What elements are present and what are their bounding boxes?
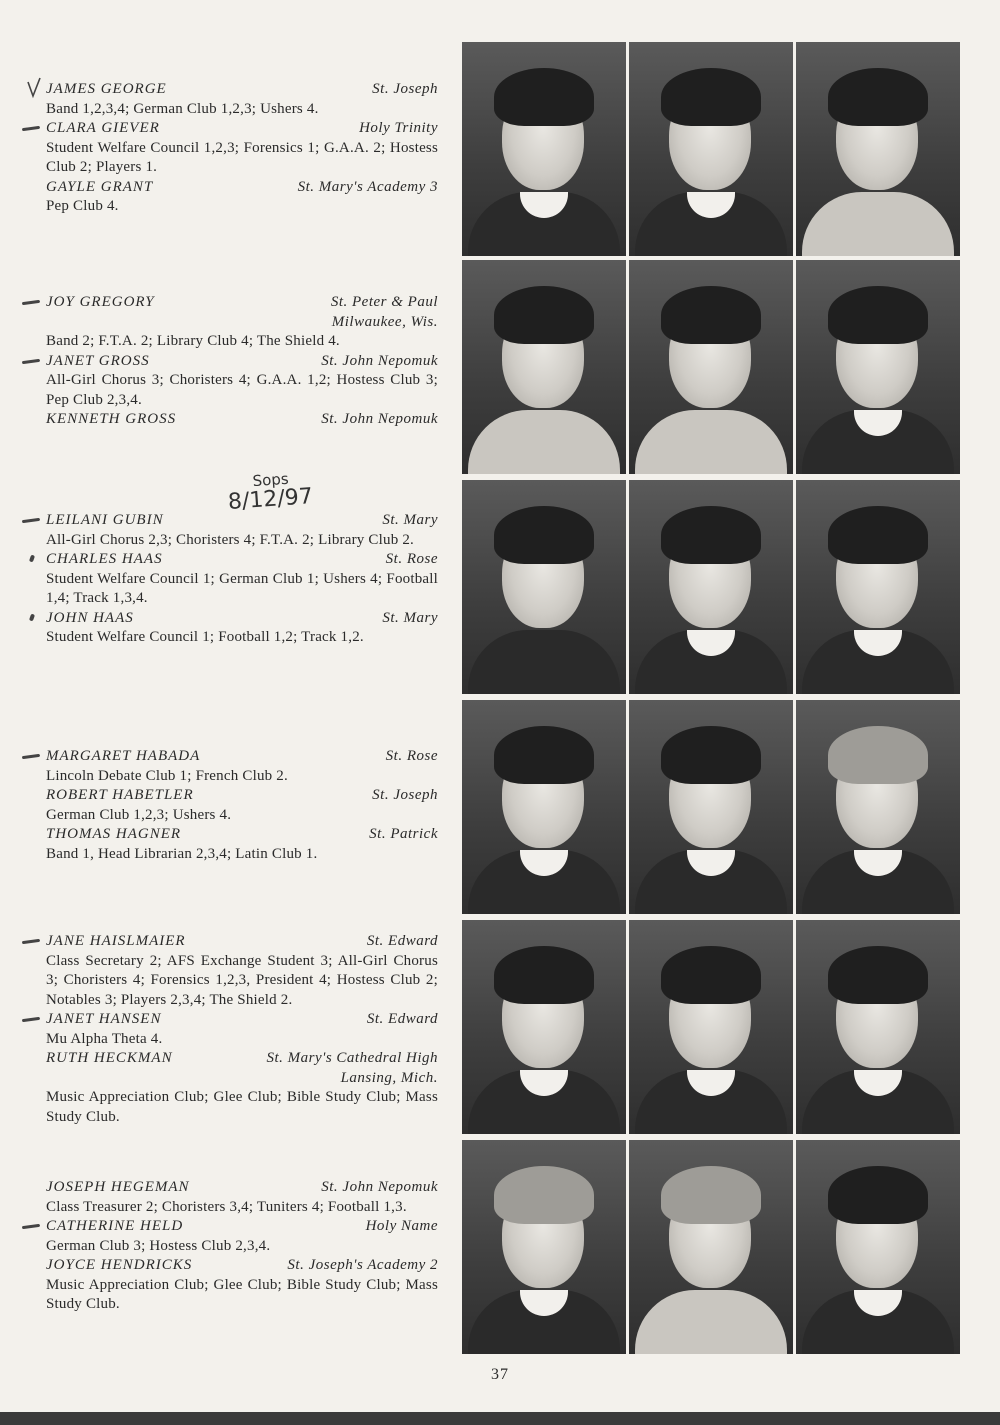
- portrait-thomas-hagner: [796, 700, 960, 914]
- entry-robert-habetler: [28, 786, 438, 825]
- entry-group-5: [28, 932, 438, 1127]
- student-school: St. John Nepomuk: [321, 352, 438, 369]
- pen-mark-icon: [22, 939, 40, 944]
- entry-gayle-grant: [28, 178, 438, 217]
- portrait-james-george: [462, 42, 626, 256]
- pen-mark-icon: [22, 358, 40, 363]
- student-name: RUTH HECKMAN: [46, 1050, 173, 1066]
- portrait-margaret-habada: [462, 700, 626, 914]
- pen-mark-icon: [22, 1017, 40, 1022]
- entry-james-george: [28, 80, 438, 119]
- pen-mark-icon: [22, 126, 40, 131]
- student-name: JANET GROSS: [46, 352, 150, 369]
- entry-john-haas: [28, 609, 438, 648]
- entry-margaret-habada: [28, 747, 438, 786]
- student-activities: Music Appreciation Club; Glee Club; Bible Study Club; Mass Study Club.: [46, 1276, 438, 1312]
- student-school: St. Edward: [366, 933, 438, 949]
- student-name: JOYCE HENDRICKS: [46, 1257, 193, 1273]
- entry-group-3: [28, 469, 438, 648]
- student-school-location: Milwaukee, Wis.: [331, 313, 438, 330]
- entry-kenneth-gross: [28, 410, 438, 430]
- handwritten-initials: Sops: [252, 469, 290, 491]
- entry-ruth-heckman: [28, 1049, 438, 1127]
- portrait-janet-hansen: [629, 920, 793, 1134]
- student-activities: All-Girl Chorus 2,3; Choristers 4; F.T.A. 2; Library Club 2.: [46, 531, 415, 548]
- student-activities: Mu Alpha Theta 4.: [46, 1030, 163, 1047]
- student-activities: Lincoln Debate Club 1; French Club 2.: [46, 767, 288, 784]
- student-school: St. John Nepomuk: [321, 1179, 438, 1195]
- student-name: JOHN HAAS: [46, 609, 134, 626]
- scan-edge: [0, 1412, 1000, 1425]
- student-activities: Student Welfare Council 1; German Club 1; Ushers 4; Football 1,4; Track 1,3,4.: [46, 570, 438, 606]
- student-school: St. Joseph: [372, 81, 438, 97]
- student-school: St. Patrick: [369, 826, 438, 842]
- portrait-catherine-held: [629, 1140, 793, 1354]
- entry-charles-haas: [28, 550, 438, 609]
- student-activities: Class Treasurer 2; Choristers 3,4; Tuniters 4; Football 1,3.: [46, 1198, 407, 1215]
- entry-jane-haislmaier: [28, 932, 438, 1010]
- entry-joseph-hegeman: [28, 1178, 438, 1217]
- student-name: CLARA GIEVER: [46, 120, 160, 136]
- portrait-robert-habetler: [629, 700, 793, 914]
- student-school: St. Mary's Cathedral High: [266, 1050, 438, 1066]
- pen-mark-icon: [22, 1224, 40, 1229]
- portrait-joy-gregory: [462, 260, 626, 474]
- entry-group-4: [28, 747, 438, 864]
- student-name: JANET HANSEN: [46, 1011, 162, 1027]
- handwritten-date-annotation: Sops 8/12/97: [227, 469, 314, 515]
- portrait-joseph-hegeman: [462, 1140, 626, 1354]
- entry-group-2: [28, 293, 438, 430]
- student-activities: German Club 1,2,3; Ushers 4.: [46, 806, 232, 823]
- portrait-john-haas: [796, 480, 960, 694]
- student-school: Holy Trinity: [359, 120, 438, 136]
- portrait-janet-gross: [629, 260, 793, 474]
- entry-group-6: [28, 1178, 438, 1315]
- entry-joyce-hendricks: [28, 1256, 438, 1315]
- entry-janet-gross: [28, 352, 438, 411]
- student-activities: Student Welfare Council 1,2,3; Forensics 1; G.A.A. 2; Hostess Club 2; Players 1.: [46, 139, 438, 175]
- page-number: 37: [491, 1366, 509, 1383]
- student-school-location: Lansing, Mich.: [340, 1069, 438, 1086]
- student-activities: Class Secretary 2; AFS Exchange Student 3; All-Girl Chorus 3; Choristers 4; Forensics 1,2,3, President 4; Hostess Club 2; Notables 3; Players 2,3,4; The Shield 2.: [46, 952, 438, 1008]
- entry-catherine-held: [28, 1217, 438, 1256]
- student-school: St. Mary: [382, 512, 438, 528]
- student-activities: Band 1, Head Librarian 2,3,4; Latin Club 1.: [46, 845, 318, 862]
- student-school: Holy Name: [365, 1218, 438, 1234]
- pen-mark-icon: [29, 555, 35, 563]
- student-school: St. Edward: [366, 1011, 438, 1027]
- portrait-kenneth-gross: [796, 260, 960, 474]
- student-school: St. Joseph: [372, 787, 438, 803]
- student-name: JOSEPH HEGEMAN: [46, 1179, 190, 1195]
- entry-clara-giever: [28, 119, 438, 178]
- student-activities: Music Appreciation Club; Glee Club; Bible Study Club; Mass Study Club.: [46, 1089, 438, 1125]
- portrait-leilani-gubin: [462, 480, 626, 694]
- pen-mark-icon: [29, 613, 35, 621]
- pen-mark-icon: [22, 754, 40, 759]
- student-school: St. Mary's Academy 3: [297, 178, 438, 195]
- student-name: ROBERT HABETLER: [46, 787, 194, 803]
- check-mark-icon: [26, 76, 42, 100]
- portrait-charles-haas: [629, 480, 793, 694]
- student-school: St. Rose: [385, 551, 438, 567]
- student-name: JAMES GEORGE: [46, 81, 167, 97]
- entry-group-1: [28, 80, 438, 217]
- student-name: JANE HAISLMAIER: [46, 933, 186, 949]
- student-school: St. Peter & Paul: [330, 294, 438, 310]
- student-name: CHARLES HAAS: [46, 551, 163, 567]
- student-name: LEILANI GUBIN: [46, 512, 164, 528]
- pen-mark-icon: [22, 300, 40, 305]
- student-name: JOY GREGORY: [46, 294, 155, 310]
- student-school: St. John Nepomuk: [321, 411, 438, 427]
- student-name: MARGARET HABADA: [46, 748, 201, 764]
- student-name: CATHERINE HELD: [46, 1218, 184, 1234]
- student-school: St. Rose: [385, 748, 438, 764]
- student-name: GAYLE GRANT: [46, 178, 154, 195]
- student-activities: Band 2; F.T.A. 2; Library Club 4; The Shield 4.: [46, 333, 340, 349]
- student-school: St. Mary: [382, 609, 438, 626]
- student-activities: All-Girl Chorus 3; Choristers 4; G.A.A. 1,2; Hostess Club 3; Pep Club 2,3,4.: [46, 372, 438, 408]
- entry-thomas-hagner: [28, 825, 438, 864]
- pen-mark-icon: [22, 518, 40, 523]
- student-activities: German Club 3; Hostess Club 2,3,4.: [46, 1237, 271, 1254]
- portrait-ruth-heckman: [796, 920, 960, 1134]
- student-activities: Band 1,2,3,4; German Club 1,2,3; Ushers 4.: [46, 100, 319, 117]
- portrait-clara-giever: [629, 42, 793, 256]
- portrait-jane-haislmaier: [462, 920, 626, 1134]
- student-activities: Student Welfare Council 1; Football 1,2; Track 1,2.: [46, 629, 364, 645]
- student-name: THOMAS HAGNER: [46, 826, 182, 842]
- student-activities: Pep Club 4.: [46, 198, 119, 214]
- student-name: KENNETH GROSS: [46, 411, 177, 427]
- portrait-joyce-hendricks: [796, 1140, 960, 1354]
- entry-joy-gregory: [28, 293, 438, 352]
- entry-janet-hansen: [28, 1010, 438, 1049]
- entry-leilani-gubin: [28, 511, 438, 550]
- student-school: St. Joseph's Academy 2: [287, 1257, 438, 1273]
- portrait-gayle-grant: [796, 42, 960, 256]
